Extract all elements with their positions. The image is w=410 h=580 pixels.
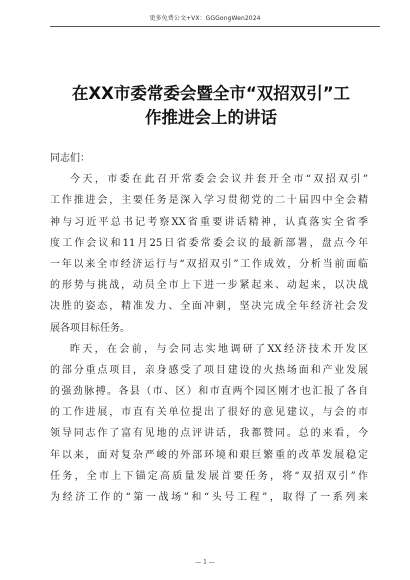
- paragraph-line: 的部分重点项目，亲身感受了项目建设的火热场面和产业发展: [50, 364, 368, 376]
- paragraph-line: 的强劲脉搏。各县（市、区）和市直两个园区刚才也汇报了各自: [50, 386, 368, 398]
- paragraph-line: 任务，全市上下锚定高质量发展首要任务，将“双招双引”作: [50, 470, 368, 482]
- title-line-2: 作推进会上的讲话: [145, 108, 277, 127]
- paragraph-line: 为经济工作的“第一战场”和“头号工程”，取得了一系列来: [50, 492, 368, 503]
- header-note: 更多免费公文+VX：GGGongWen2024: [149, 15, 261, 22]
- paragraph-line: 昨天，在会前，与会同志实地调研了XX经济技术开发区: [70, 343, 368, 355]
- paragraph-line: 度工作会议和11月25日省委常委会议的最新部署，盘点今年: [50, 237, 368, 249]
- paragraph-line: 的工作进展，市直有关单位提出了很好的意见建议，与会的市: [50, 407, 368, 419]
- paragraph-line: 决胜的姿态，精准发力、全面冲刺，坚决完成全年经济社会发: [50, 301, 368, 313]
- document-title: [52, 82, 370, 130]
- greeting: 同志们：: [50, 153, 90, 164]
- paragraph-line: 工作推进会，主要任务是深入学习贯彻党的二十届四中全会精: [50, 195, 368, 207]
- paragraph-line: 的形势与挑战，动员全市上下进一步紧起来、动起来，以决战: [50, 280, 368, 292]
- paragraph-line: 年以来，面对复杂严峻的外部环境和艰巨繁重的改革发展稳定: [50, 449, 368, 461]
- paragraph-line: 一年以来全市经济运行与“双招双引”工作成效，分析当前面临: [50, 258, 368, 270]
- paragraph-line: 领导同志作了富有见地的点评讲话，我都赞同。总的来看，今: [50, 428, 368, 440]
- page-number: — 1 —: [195, 559, 215, 566]
- paragraph-line: 展各项目标任务。: [50, 322, 130, 334]
- title-line-1: 在XX市委常委会暨全市“双招双引”工: [71, 84, 351, 103]
- paragraph-line: 今天，市委在此召开常委会会议并套开全市“双招双引”: [70, 174, 368, 186]
- paragraph-line: 神与习近平总书记考察XX省重要讲话精神，认真落实全省季: [50, 216, 368, 228]
- header-divider: [50, 26, 380, 27]
- document-body: [50, 148, 368, 508]
